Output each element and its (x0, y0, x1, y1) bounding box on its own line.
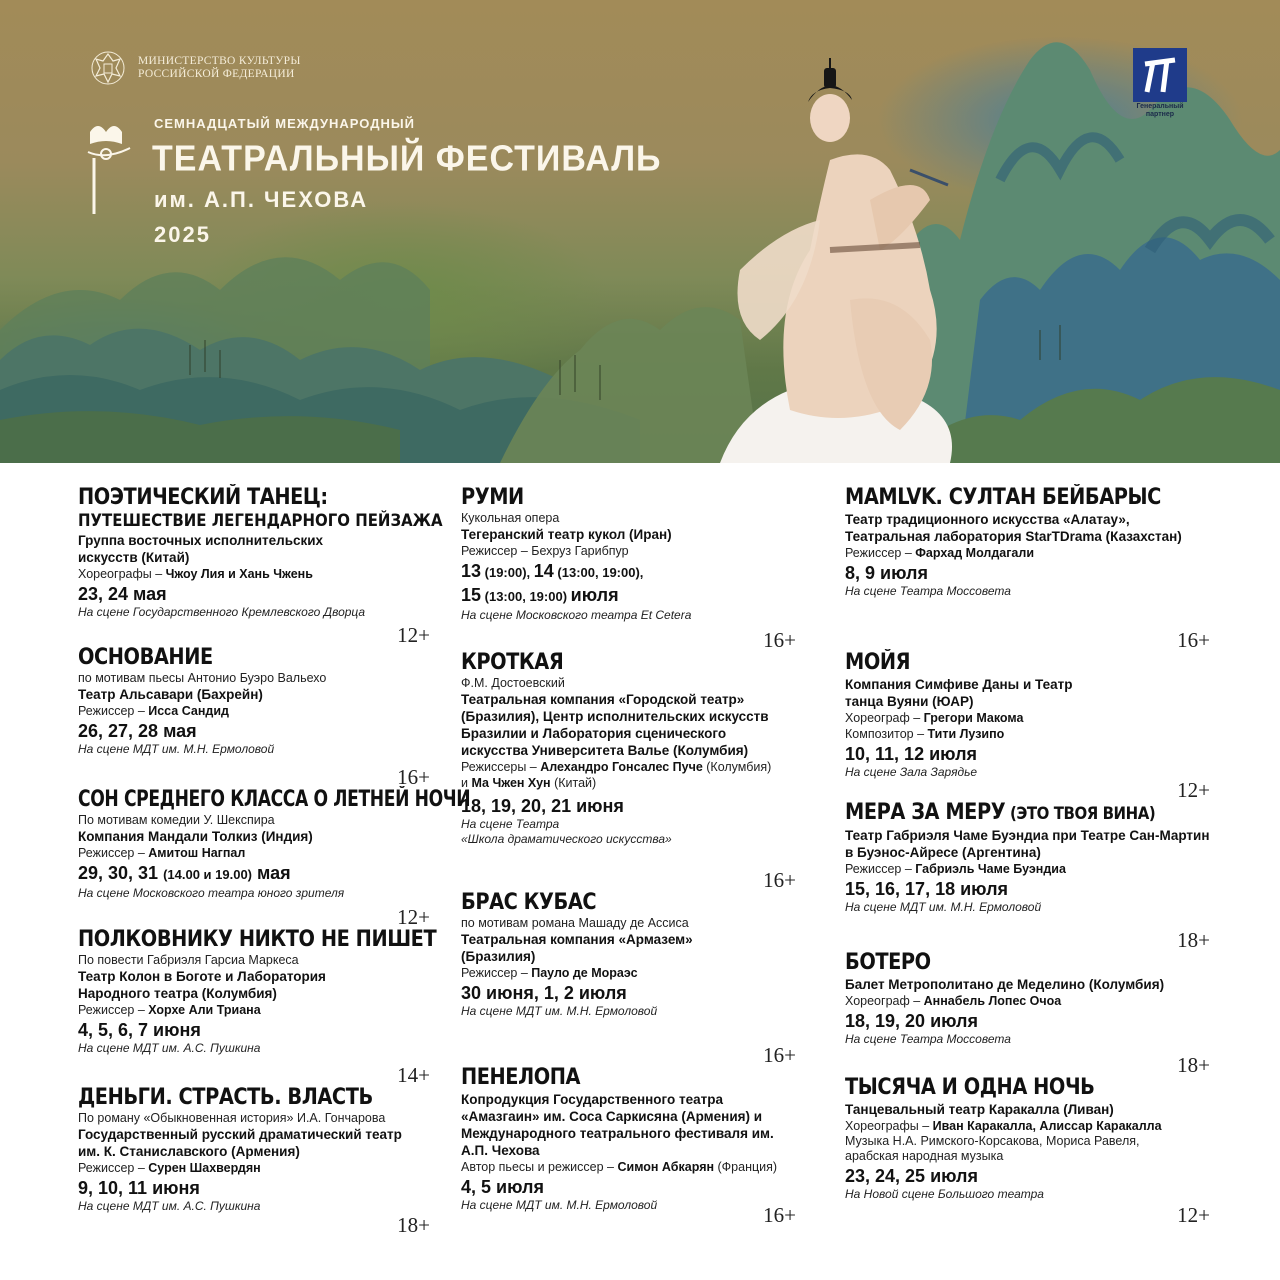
show-company: Балет Метрополитано де Меделино (Колумбия) (845, 977, 1165, 992)
show-title: ТЫСЯЧА И ОДНА НОЧЬ (845, 1075, 1095, 1100)
festival-banner (0, 0, 1280, 463)
show-venue: На Новой сцене Большого театра (845, 1187, 1044, 1201)
show-credits: Режиссеры – Алехандро Гонсалес Пуче (Колумбия) (461, 760, 772, 774)
show-source: по мотивам пьесы Антонио Буэро Вальехо (78, 671, 327, 685)
show-title: МОЙЯ (845, 650, 911, 675)
show-title-line-2: ПУТЕШЕСТВИЕ ЛЕГЕНДАРНОГО ПЕЙЗАЖА (78, 511, 443, 531)
show-title: ПЕНЕЛОПА (461, 1065, 581, 1090)
show-venue: На сцене Московского театра юного зрителя (78, 886, 345, 900)
program-column-2 (461, 485, 796, 1225)
show-company: Тегеранский театр кукол (Иран) (461, 527, 672, 542)
show-dates: 8, 9 июля (845, 563, 928, 583)
eagle-emblem-icon (86, 46, 130, 90)
show-source: по мотивам романа Машаду де Ассиса (461, 916, 689, 930)
show-company: Танцевальный театр Каракалла (Ливан) (845, 1102, 1114, 1117)
show-company: Театр Альсавари (Бахрейн) (78, 687, 263, 702)
show-title: ОСНОВАНИЕ (78, 645, 213, 670)
show-venue: На сцене МДТ им. А.С. Пушкина (78, 1199, 261, 1213)
show-title: МЕРА ЗА МЕРУ (ЭТО ТВОЯ ВИНА) (845, 800, 1156, 825)
show-venue: На сцене Государственного Кремлевского Дворца (78, 605, 366, 619)
show-dates: 13 (19:00), 14 (13:00, 19:00), 15 (13:00, 19:00) июля (461, 561, 644, 605)
show-dates: 18, 19, 20, 21 июня (461, 796, 624, 816)
show-dates: 18, 19, 20 июля (845, 1011, 978, 1031)
festival-year: 2025 (154, 222, 211, 247)
show-source: По мотивам комедии У. Шекспира (78, 813, 275, 827)
show-dates: 23, 24, 25 июля (845, 1166, 978, 1186)
age-rating: 16+ (397, 765, 430, 789)
age-rating: 14+ (397, 1063, 430, 1087)
show-title: MAMLVK. СУЛТАН БЕЙБАРЫС (845, 485, 1161, 510)
ministry-line-2: РОССИЙСКОЙ ФЕДЕРАЦИИ (138, 68, 295, 80)
show-title: ПОЛКОВНИКУ НИКТО НЕ ПИШЕТ (78, 927, 437, 952)
channel-one-logo-icon (1133, 48, 1187, 102)
show-credits-2: Композитор – Тити Лузипо (845, 727, 1005, 741)
show-colonel (78, 927, 437, 1087)
partner-label: Генеральный партнер (1136, 103, 1184, 118)
show-moya (845, 650, 1210, 800)
show-botero (845, 950, 1210, 1075)
show-osnovanie (78, 645, 430, 787)
show-measure-for-measure (845, 800, 1210, 950)
age-rating: 12+ (1177, 778, 1210, 802)
show-title: ПОЭТИЧЕСКИЙ ТАНЕЦ: (78, 485, 328, 510)
age-rating: 12+ (397, 905, 430, 929)
show-poetic-dance (78, 485, 443, 647)
show-credits: Хореографы – Чжоу Лия и Хань Чжень (78, 567, 313, 581)
age-rating: 16+ (1177, 628, 1210, 652)
show-company: Государственный русский драматический театр им. К. Станиславского (Армения) (78, 1127, 402, 1159)
chekhov-festival-logo-icon (84, 118, 144, 218)
show-credits: Режиссер – Сурен Шахвердян (78, 1161, 261, 1175)
show-title: РУМИ (461, 485, 524, 510)
show-company: Театральная компания «Армазем» (Бразилия) (461, 932, 693, 964)
show-venue: На сцене МДТ им. М.Н. Ермоловой (461, 1004, 658, 1018)
age-rating: 16+ (763, 628, 796, 652)
show-money-passion-power (78, 1085, 430, 1235)
ministry-logo (86, 46, 301, 90)
show-credits: Хореограф – Грегори Макома (845, 711, 1024, 725)
festival-title: ТЕАТРАЛЬНЫЙ ФЕСТИВАЛЬ (152, 139, 662, 179)
show-credits: Хореографы – Иван Каракалла, Алиссар Каракалла (845, 1119, 1162, 1133)
show-venue: На сцене МДТ им. М.Н. Ермоловой (78, 742, 275, 756)
age-rating: 12+ (397, 623, 430, 647)
dancer-figure (700, 50, 1010, 463)
show-venue: На сцене Театра Моссовета (845, 584, 1011, 598)
general-partner (1130, 48, 1190, 119)
age-rating: 16+ (763, 868, 796, 892)
show-company: Компания Симфиве Даны и Театр танца Вуяни (ЮАР) (845, 677, 1073, 709)
age-rating: 12+ (1177, 1203, 1210, 1227)
show-title: СОН СРЕДНЕГО КЛАССА О ЛЕТНЕЙ НОЧИ (78, 787, 471, 812)
show-title: БРАС КУБАС (461, 890, 597, 915)
show-krotkaya (461, 650, 796, 890)
show-venue: На сцене МДТ им. А.С. Пушкина (78, 1041, 261, 1055)
show-company: Театр традиционного искусства «Алатау», Театральная лаборатория StarTDrama (Казахстан) (845, 512, 1182, 544)
show-credits: Режиссер – Габриэль Чаме Буэндиа (845, 862, 1066, 876)
show-title: ДЕНЬГИ. СТРАСТЬ. ВЛАСТЬ (78, 1085, 373, 1110)
show-credits: Режиссер – Хорхе Али Триана (78, 1003, 261, 1017)
show-genre: Кукольная опера (461, 511, 560, 525)
show-source: По роману «Обыкновенная история» И.А. Гончарова (78, 1111, 386, 1125)
show-company: Компания Мандали Толкиз (Индия) (78, 829, 313, 844)
festival-subtitle: СЕМНАДЦАТЫЙ МЕЖДУНАРОДНЫЙ (154, 116, 415, 131)
age-rating: 18+ (1177, 928, 1210, 952)
age-rating: 16+ (763, 1043, 796, 1067)
show-credits: Режиссер – Исса Сандид (78, 704, 229, 718)
age-rating: 16+ (763, 1203, 796, 1227)
show-credits: Режиссер – Пауло де Мораэс (461, 966, 638, 980)
festival-name: им. А.П. ЧЕХОВА (154, 187, 369, 212)
show-bras-cubas (461, 890, 796, 1065)
show-title: КРОТКАЯ (461, 650, 564, 675)
show-source: По повести Габриэля Гарсиа Маркеса (78, 953, 299, 967)
show-mamluk (845, 485, 1210, 650)
show-company: Группа восточных исполнительских искусств (Китай) (78, 533, 324, 565)
ministry-line-1: МИНИСТЕРСТВО КУЛЬТУРЫ (138, 55, 301, 67)
show-venue: На сцене Зала Зарядье (845, 765, 978, 779)
show-author: Ф.М. Достоевский (461, 676, 565, 690)
show-thousand-and-one-nights (845, 1075, 1210, 1225)
show-dates: 4, 5 июля (461, 1177, 544, 1197)
show-penelope (461, 1065, 796, 1225)
age-rating: 18+ (397, 1213, 430, 1237)
show-venue: На сцене МДТ им. М.Н. Ермоловой (845, 900, 1042, 914)
show-company: Театр Колон в Боготе и Лаборатория Народного театра (Колумбия) (78, 969, 326, 1001)
show-credits: Режиссер – Фархад Молдагали (845, 546, 1034, 560)
show-title: БОТЕРО (845, 950, 931, 975)
show-company: Театр Габриэля Чаме Буэндиа при Театре Сан-Мартин в Буэнос-Айресе (Аргентина) (845, 828, 1210, 860)
show-venue: На сцене Театра (461, 817, 560, 831)
show-company: Театральная компания «Городской театр» (Бразилия), Центр исполнительских искусств Бразилии и Лаборатория сценического искусства Университета Валье (Колумбия) (461, 692, 769, 758)
show-venue: На сцене Московского театра Et Cetera (461, 608, 692, 622)
show-midsummer (78, 787, 471, 929)
show-credits: Автор пьесы и режиссер – Симон Абкарян (Франция) (461, 1160, 778, 1174)
show-dates: 23, 24 мая (78, 584, 167, 604)
show-music: Музыка Н.А. Римского-Корсакова, Мориса Равеля, арабская народная музыка (845, 1134, 1140, 1163)
show-credits: Режиссер – Амитош Нагпал (78, 846, 246, 860)
show-venue: На сцене МДТ им. М.Н. Ермоловой (461, 1198, 658, 1212)
program-column-3 (845, 485, 1210, 1225)
show-dates: 10, 11, 12 июля (845, 744, 978, 764)
show-company: Копродукция Государственного театра «Амазгаин» им. Соса Саркисяна (Армения) и Международного театрального фестиваля им. А.П. Чехова (461, 1092, 774, 1158)
show-dates: 15, 16, 17, 18 июля (845, 879, 1009, 899)
show-credits-2: и Ма Чжен Хун (Китай) (461, 776, 597, 790)
show-dates: 9, 10, 11 июня (78, 1178, 200, 1198)
program-column-1 (78, 485, 471, 1237)
show-venue: На сцене Театра Моссовета (845, 1032, 1011, 1046)
show-dates: 30 июня, 1, 2 июля (461, 983, 627, 1003)
show-dates: 4, 5, 6, 7 июня (78, 1020, 201, 1040)
show-venue-2: «Школа драматического искусства» (461, 832, 672, 846)
show-dates: 29, 30, 31 (14.00 и 19.00) мая (78, 863, 291, 883)
show-credits: Хореограф – Аннабель Лопес Очоа (845, 994, 1062, 1008)
show-dates: 26, 27, 28 мая (78, 721, 197, 741)
show-rumi (461, 485, 796, 650)
show-credits: Режиссер – Бехруз Гарибпур (461, 544, 629, 558)
age-rating: 18+ (1177, 1053, 1210, 1077)
